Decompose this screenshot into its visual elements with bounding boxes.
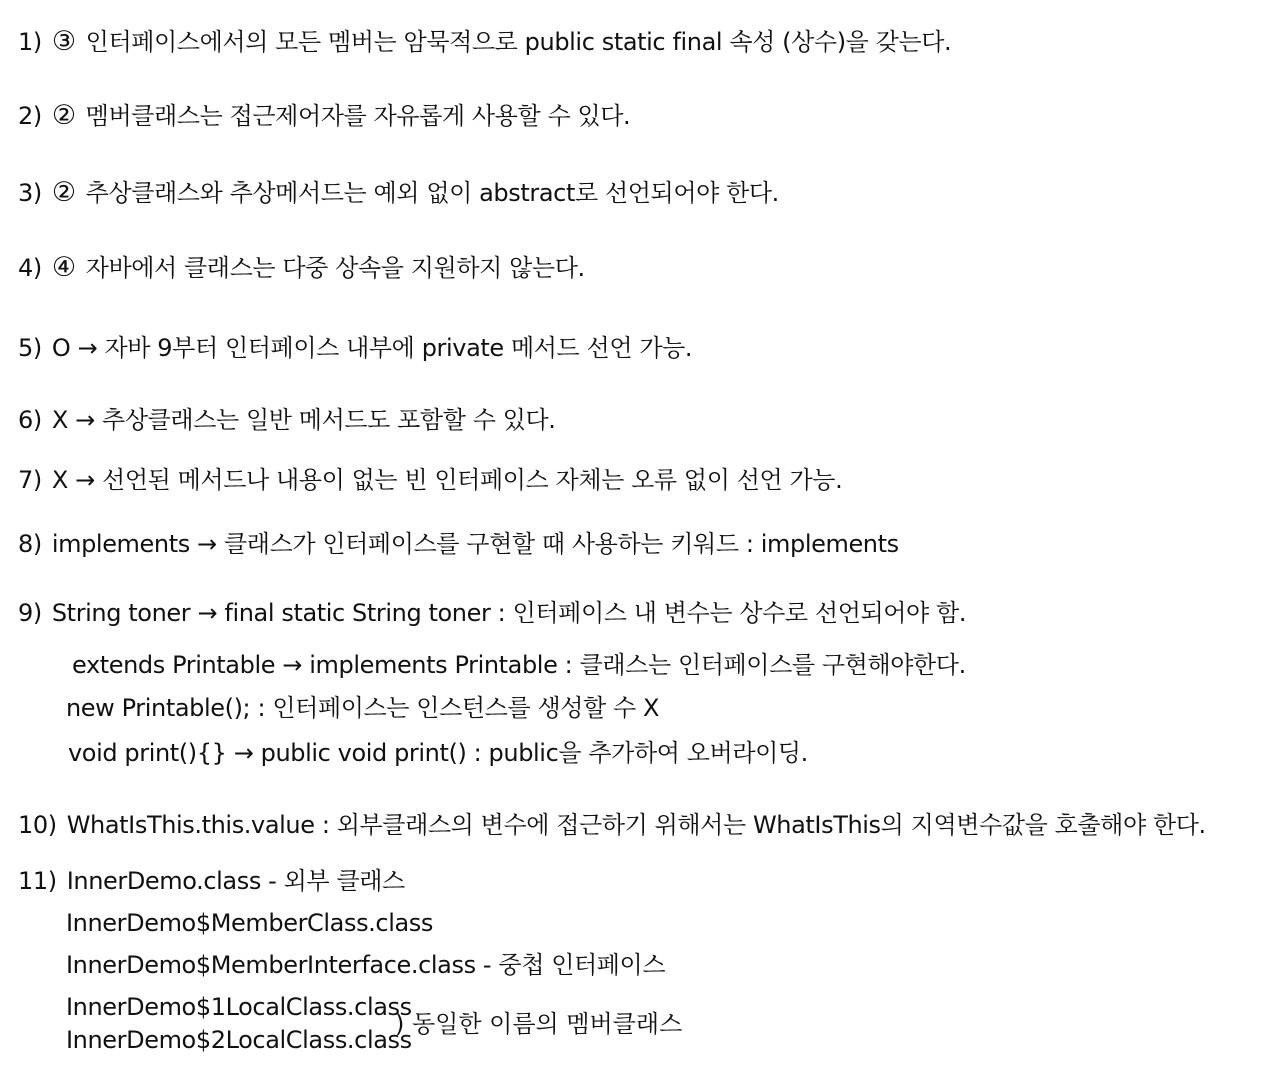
note-6 <box>18 405 556 435</box>
note-11 <box>18 866 405 896</box>
note-5 <box>18 333 692 363</box>
note-11-sub-2 <box>66 950 665 980</box>
note-number: 11) <box>18 867 57 895</box>
note-number: 8) <box>18 530 42 558</box>
note-number: 10) <box>18 811 57 839</box>
note-9-sub-3 <box>68 738 808 768</box>
note-number: 9) <box>18 599 42 627</box>
note-number: 4) <box>18 254 42 282</box>
note-text: ) 동일한 이름의 멤버클래스 <box>395 1010 683 1038</box>
note-number: 5) <box>18 334 42 362</box>
note-text: 추상클래스와 추상메서드는 예외 없이 abstract로 선언되어야 한다. <box>85 179 779 207</box>
note-text: X → 선언된 메서드나 내용이 없는 빈 인터페이스 자체는 오류 없이 선언 가능. <box>51 466 843 494</box>
class-file-name: InnerDemo$MemberClass.class <box>66 909 433 937</box>
note-3 <box>18 178 779 208</box>
answer-circle: ④ <box>51 252 76 283</box>
note-number: 7) <box>18 466 42 494</box>
class-file-name: InnerDemo$2LocalClass.class <box>66 1026 412 1054</box>
note-text: 멤버클래스는 접근제어자를 자유롭게 사용할 수 있다. <box>85 102 631 130</box>
note-11-sub-3 <box>66 992 412 1022</box>
note-text: String toner → final static String toner : 인터페이스 내 변수는 상수로 선언되어야 함. <box>51 599 967 627</box>
note-text: void print(){} → public void print() : public을 추가하여 오버라이딩. <box>68 739 808 767</box>
note-text: WhatIsThis.this.value : 외부클래스의 변수에 접근하기 위해서는 WhatIsThis의 지역변수값을 호출해야 한다. <box>66 811 1206 839</box>
note-number: 1) <box>18 28 42 56</box>
note-text: 자바에서 클래스는 다중 상속을 지원하지 않는다. <box>85 254 585 282</box>
note-text: O → 자바 9부터 인터페이스 내부에 private 메서드 선언 가능. <box>51 334 693 362</box>
note-11-sub-1 <box>66 908 433 938</box>
note-9 <box>18 598 966 628</box>
note-11-brace-comment <box>395 1009 682 1039</box>
note-9-sub-1 <box>72 650 966 680</box>
answer-circle: ② <box>51 177 76 208</box>
note-text: implements → 클래스가 인터페이스를 구현할 때 사용하는 키워드 : implements <box>51 530 899 558</box>
note-number: 6) <box>18 406 42 434</box>
answer-circle: ② <box>51 100 76 131</box>
note-text: 인터페이스에서의 모든 멤버는 암묵적으로 public static final 속성 (상수)을 갖는다. <box>85 28 952 56</box>
note-text: X → 추상클래스는 일반 메서드도 포함할 수 있다. <box>51 406 556 434</box>
note-number: 3) <box>18 179 42 207</box>
class-file-name: InnerDemo$1LocalClass.class <box>66 993 412 1021</box>
note-1 <box>18 27 951 57</box>
note-9-sub-2 <box>66 693 659 723</box>
note-2 <box>18 101 630 131</box>
note-10 <box>18 810 1206 840</box>
answer-circle: ③ <box>51 26 76 57</box>
note-4 <box>18 253 585 283</box>
note-text: InnerDemo.class - 외부 클래스 <box>66 867 405 895</box>
class-file-name: InnerDemo$MemberInterface.class - 중첩 인터페이스 <box>66 951 666 979</box>
note-11-sub-4 <box>66 1025 412 1055</box>
note-text: extends Printable → implements Printable : 클래스는 인터페이스를 구현해야한다. <box>72 651 966 679</box>
note-text: new Printable(); : 인터페이스는 인스턴스를 생성할 수 X <box>66 694 660 722</box>
note-7 <box>18 465 842 495</box>
note-8 <box>18 529 899 559</box>
note-number: 2) <box>18 102 42 130</box>
